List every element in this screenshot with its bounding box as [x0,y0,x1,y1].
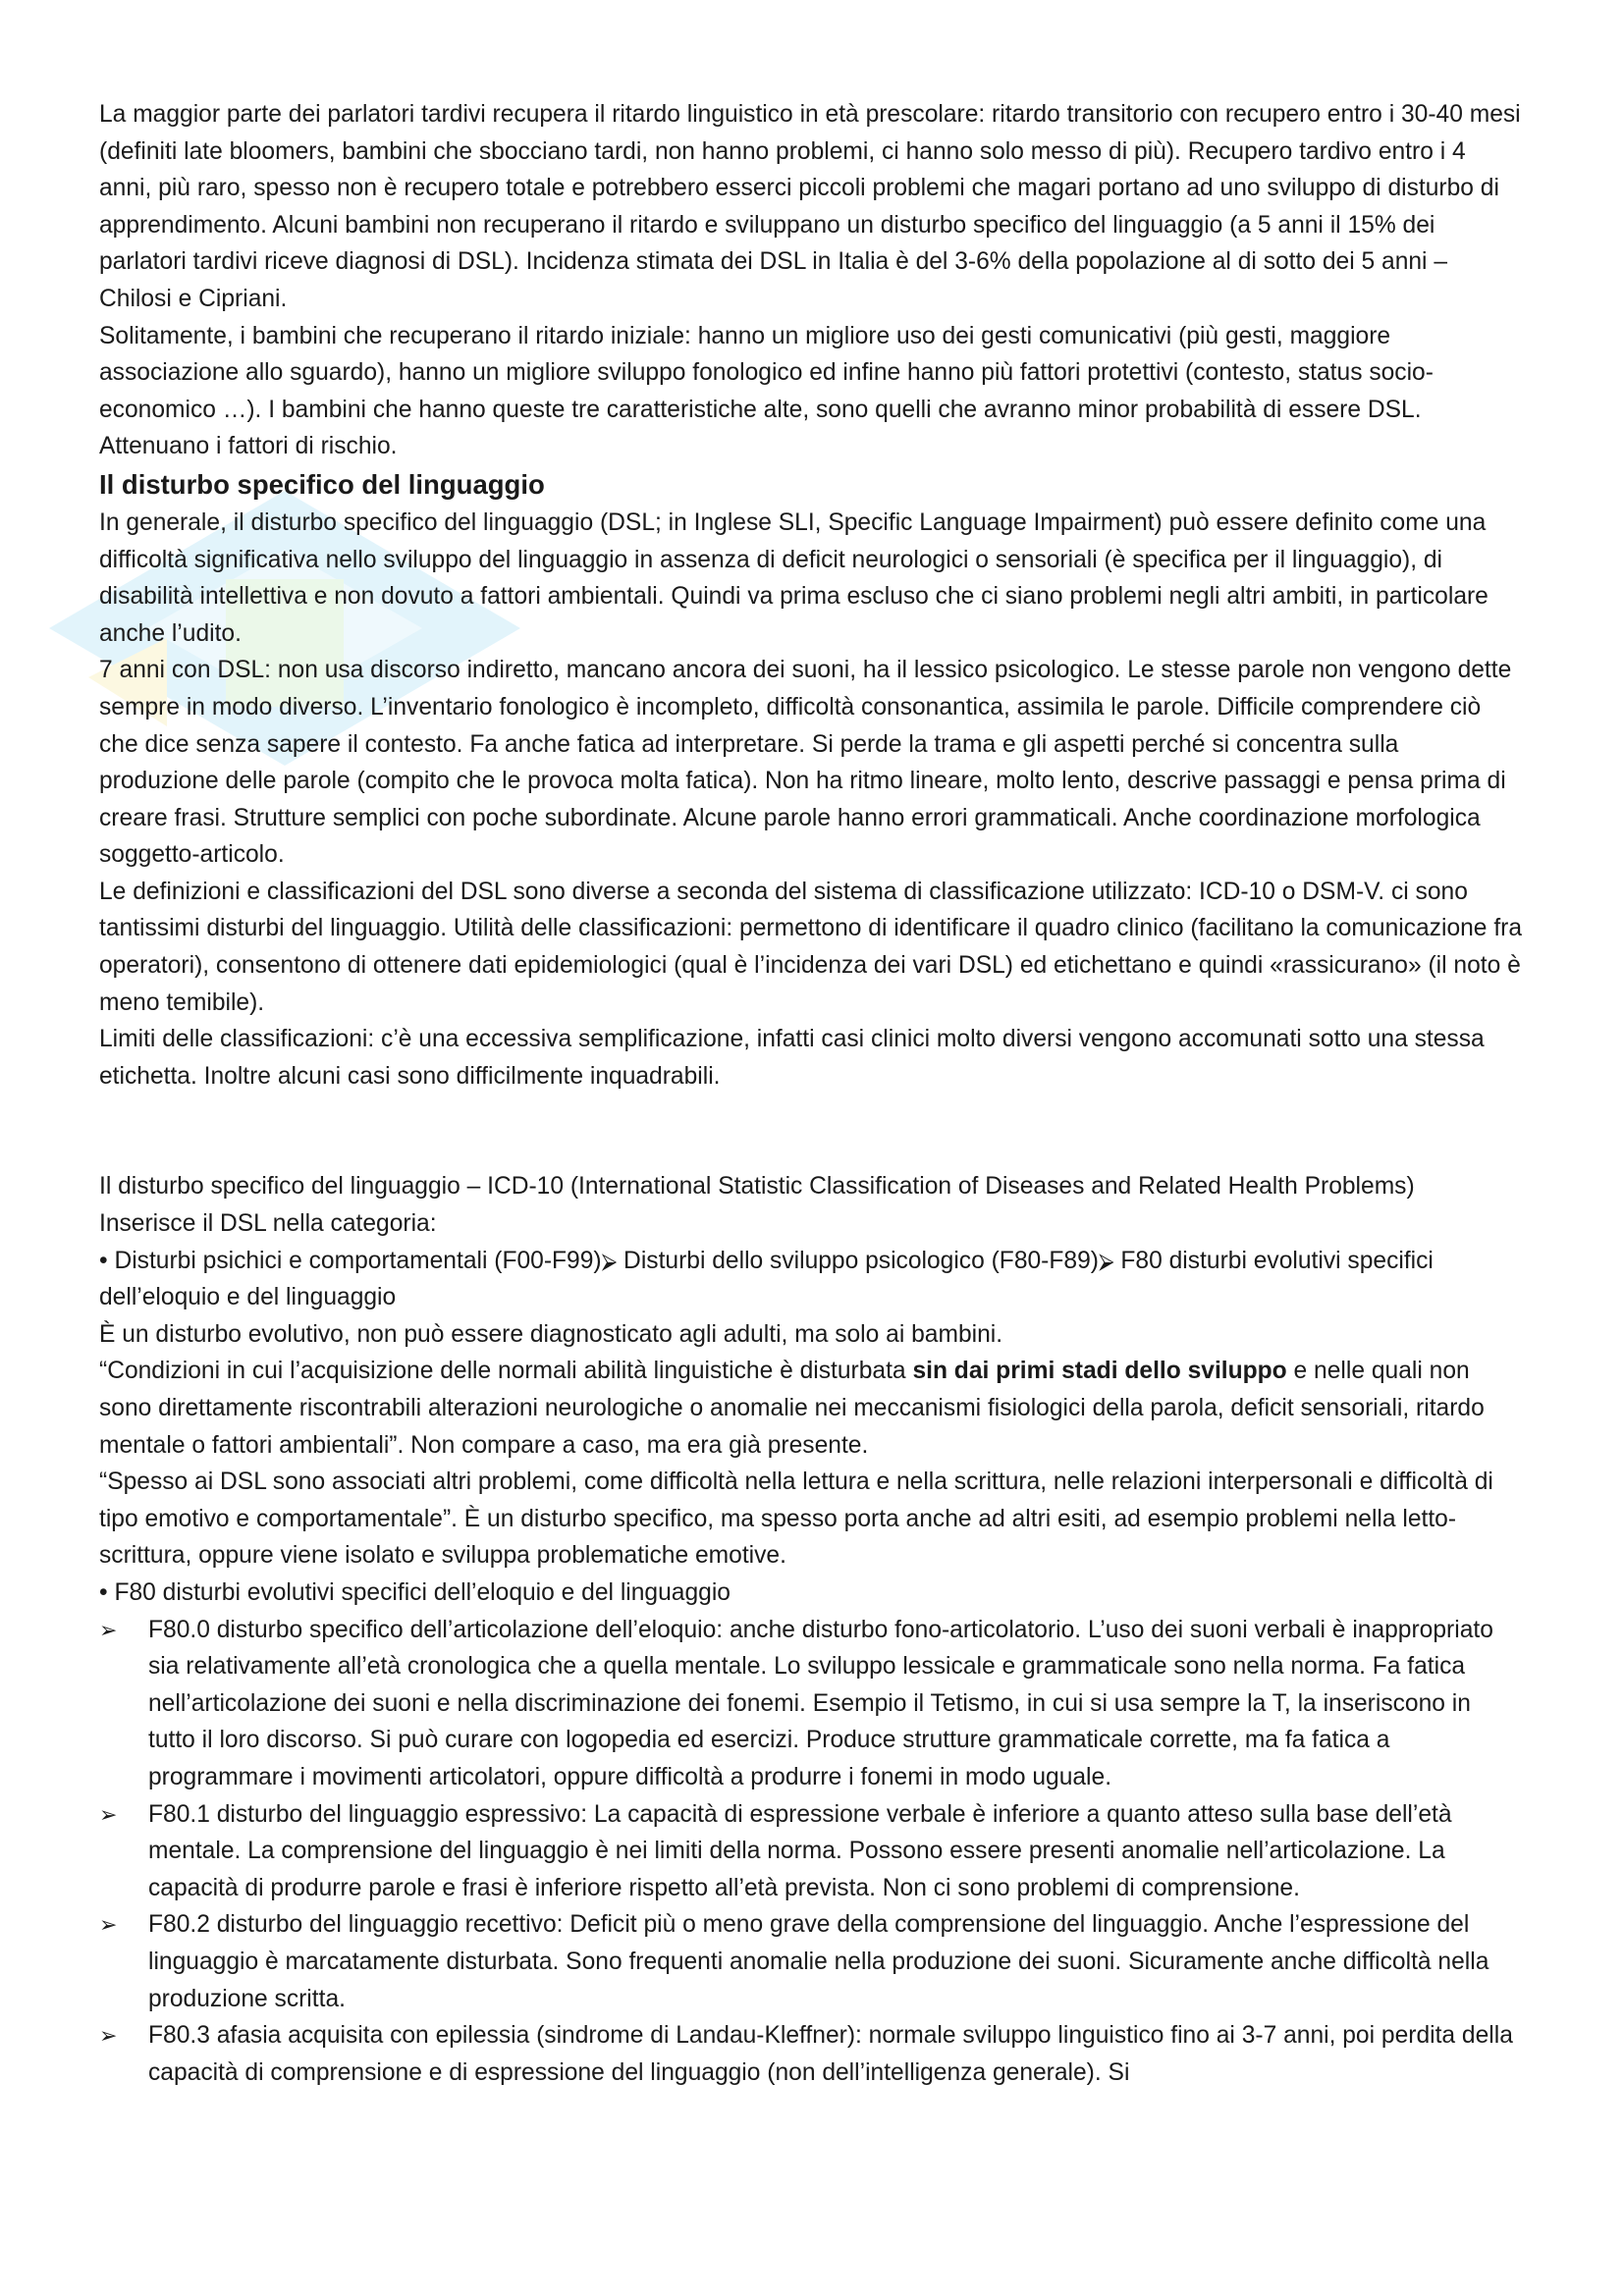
category-text-3: F80 disturbi evolutivi specifici dell’eloquio e del linguaggio [99,1247,1434,1311]
icd-category-bullet [99,1243,1523,1316]
document-page [99,96,1523,2091]
quote-paragraph [99,1353,1523,1464]
paragraph: In generale, il disturbo specifico del linguaggio (DSL; in Inglese SLI, Specific Language Impairment) può essere definito come una difficoltà significativa nello sviluppo del linguaggio in assenza di deficit neurologici o sensoriali (è specifica per il linguaggio), di disabilità intellettiva e non dovuto a fattori ambientali. Quindi va prima escluso che ci siano problemi negli altri ambiti, in particolare anche l’udito. [99,508,1489,647]
quote-bold-text: sin dai primi stadi dello sviluppo [912,1358,1287,1385]
paragraph: 7 anni con DSL: non usa discorso indiretto, mancano ancora dei suoni, ha il lessico psicologico. Le stesse parole non vengono dette sempre in modo diverso. L’inventario fonologico è incompleto, difficoltà consonantica, assimila le parole. Difficile comprendere ciò che dice senza sapere il contesto. Fa anche fatica ad interpretare. Si perde la trama e gli aspetti perché si concentra sulla produzione delle parole (compito che le provoca molta fatica). Non ha ritmo lineare, molto lento, descrive passaggi e pensa prima di creare frasi. Strutture semplici con poche subordinate. Alcune parole hanno errori grammaticali. Anche coordinazione morfologica soggetto-articolo. [99,657,1512,869]
paragraph: Limiti delle classificazioni: c’è una eccessiva semplificazione, infatti casi clinici molto diversi vengono accomunati sotto una stessa etichetta. Inoltre alcuni casi sono difficilmente inquadrabili. [99,1026,1485,1090]
list-item-text: F80.3 afasia acquisita con epilessia (sindrome di Landau-Kleffner): normale sviluppo linguistico fino ai 3-7 anni, poi perdita della capacità di comprensione e di espressione del linguaggio (non dell’intelligenza generale). Si [148,2022,1513,2086]
arrow-right-icon: ⮚ [1098,1248,1114,1273]
paragraph: Solitamente, i bambini che recuperano il ritardo iniziale: hanno un migliore uso dei gesti comunicativi (più gesti, maggiore associazione allo sguardo), hanno un migliore sviluppo fonologico ed infine hanno più fattori protettivi (contesto, status socio-economico …). I bambini che hanno queste tre caratteristiche alte, sono quelli che avranno minor probabilità di essere DSL. Attenuano i fattori di rischio. [99,322,1434,460]
icd-intro: Inserisce il DSL nella categoria: [99,1210,437,1238]
arrow-bullet-icon: ➢ [99,1801,118,1827]
paragraph: La maggior parte dei parlatori tardivi recupera il ritardo linguistico in età prescolare: ritardo transitorio con recupero entro i 30-40 mesi (definiti late bloomers, bambini che sbocciano tardi, non hanno problemi, ci hanno solo messo di più). Recupero tardivo entro i 4 anni, più raro, spesso non è recupero totale e potrebbero esserci piccoli problemi che magari portano ad uno sviluppo di disturbo di apprendimento. Alcuni bambini non recuperano il ritardo e sviluppano un disturbo specifico del linguaggio (a 5 anni il 15% dei parlatori tardivi riceve diagnosi di DSL). Incidenza stimata dei DSL in Italia è del 3-6% della popolazione al di sotto dei 5 anni – Chilosi e Cipriani. [99,101,1521,312]
quote-text: “Condizioni in cui l’acquisizione delle normali abilità linguistiche è disturbata [99,1358,913,1385]
list-item [99,1796,1523,1907]
list-item-text: F80.1 disturbo del linguaggio espressivo: La capacità di espressione verbale è inferiore a quanto atteso sulla base dell’età mentale. La comprensione del linguaggio è nei limiti della norma. Possono essere presenti anomalie nell’articolazione. La capacità di produrre parole e frasi è inferiore rispetto all’età prevista. Non ci sono problemi di comprensione. [148,1800,1452,1901]
list-item [99,2017,1523,2091]
list-item-text: F80.2 disturbo del linguaggio recettivo: Deficit più o meno grave della comprensione del linguaggio. Anche l’espressione del linguaggio è marcatamente disturbata. Sono frequenti anomalie nella produzione dei suoni. Sicuramente anche difficoltà nella produzione scritta. [148,1911,1489,2012]
quote-paragraph: “Spesso ai DSL sono associati altri problemi, come difficoltà nella lettura e nella scrittura, nelle relazioni interpersonali e difficoltà di tipo emotivo e comportamentale”. È un disturbo specifico, ma spesso porta anche ad altri esiti, ad esempio problemi nella letto-scrittura, oppure viene isolato e sviluppa problematiche emotive. [99,1468,1493,1570]
icd-title: Il disturbo specifico del linguaggio – ICD-10 (International Statistic Classification of Diseases and Related Health Problems) [99,1173,1415,1201]
category-text-2: Disturbi dello sviluppo psicologico (F80-F89) [617,1247,1099,1274]
arrow-bullet-icon: ➢ [99,2023,118,2049]
bullet-line: • F80 disturbi evolutivi specifici dell’eloquio e del linguaggio [99,1578,731,1606]
section-heading: Il disturbo specifico del linguaggio [99,468,545,500]
quote-text: e nelle quali non sono direttamente riscontrabili alterazioni neurologiche o anomalie nei meccanismi fisiologici della parola, deficit sensoriali, ritardo mentale o fattori ambientali”. Non compare a caso, ma era già presente. [99,1358,1485,1459]
category-text-1: • Disturbi psichici e comportamentali (F00-F99) [99,1247,602,1274]
list-item-text: F80.0 disturbo specifico dell’articolazione dell’eloquio: anche disturbo fono-articolatorio. L’uso dei suoni verbali è inappropriato sia relativamente all’età cronologica che a quella mentale. Lo sviluppo lessicale e grammaticale sono nella norma. Fa fatica nell’articolazione dei suoni e nella discriminazione dei fonemi. Esempio il Tetismo, in cui si usa sempre la T, la inseriscono in tutto il loro discorso. Si può curare con logopedia ed esercizi. Produce strutture grammaticale corrette, ma fa fatica a programmare i movimenti articolatori, oppure difficoltà a produrre i fonemi in modo uguale. [148,1616,1493,1790]
paragraph: È un disturbo evolutivo, non può essere diagnosticato agli adulti, ma solo ai bambini. [99,1320,1003,1348]
list-item [99,1612,1523,1796]
arrow-bullet-icon: ➢ [99,1617,118,1642]
arrow-bullet-icon: ➢ [99,1912,118,1938]
spacer [99,1095,1523,1168]
arrow-right-icon: ⮚ [601,1248,618,1273]
list-item [99,1906,1523,2017]
paragraph: Le definizioni e classificazioni del DSL sono diverse a seconda del sistema di classificazione utilizzato: ICD-10 o DSM-V. ci sono tantissimi disturbi del linguaggio. Utilità delle classificazioni: permettono di identificare il quadro clinico (facilitano la comunicazione fra operatori), consentono di ottenere dati epidemiologici (qual è l’incidenza dei vari DSL) ed etichettano e quindi «rassicurano» (il noto è meno temibile). [99,878,1523,1016]
